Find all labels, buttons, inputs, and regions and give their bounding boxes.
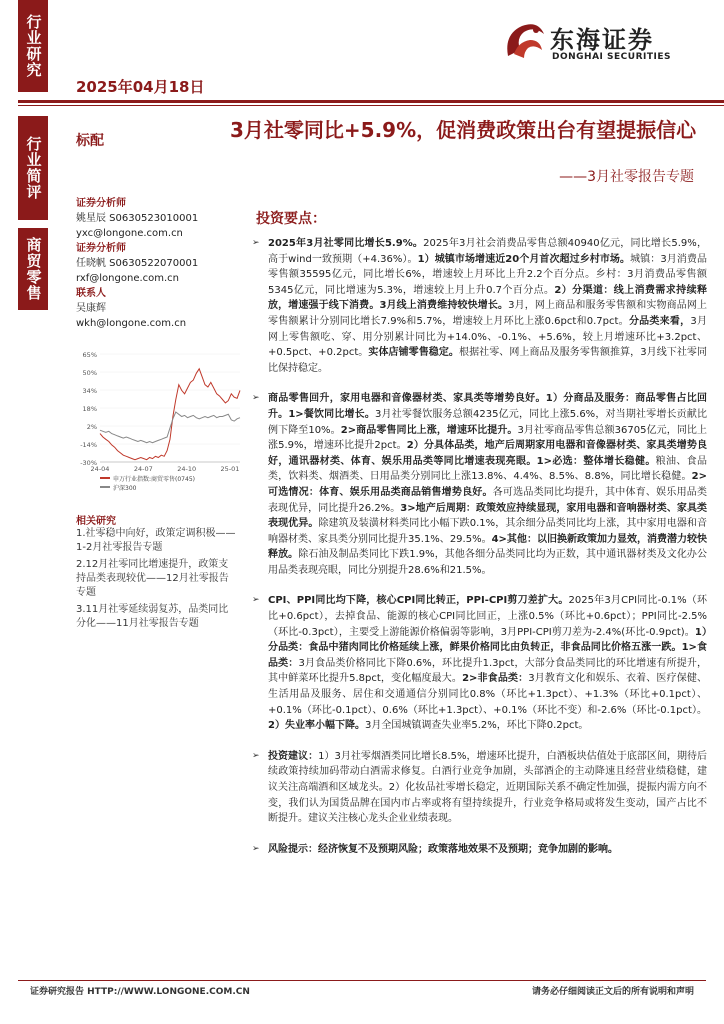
report-date: 2025年04月18日 [76, 78, 205, 96]
bullet-risk: ➢ 风险提示：经济恢复不及预期风险；政策落地效果不及预期；竞争加剧的影响。 [252, 842, 707, 858]
related-item[interactable]: 3.11月社零延续弱复苏，品类同比分化——11月社零报告专题 [76, 604, 229, 629]
bullet-retail-sales: ➢ 2025年3月社零同比增长5.9%。2025年3月社会消费品零售总额40940亿元，同比增长5.9%，高于wind一致预期（+4.36%）。1）城镇市场增速近20个月首次超过乡村市场。城镇：3月消费品零售额35595亿元，同比增长6%，增速较上月环比上升2.2个百分点。乡村：3月消费品零售额5345亿元，同比增速为5.3%，增速较上月上升0.7个百分点。2）分渠道：线上消费需求持续释放，增速强于线下消费。3月线上消费维持较快增长。3月，网上商品和服务零售额和实物商品网上零售额累计分别同比增长7.9%和5.7%，增速较上月环比上涨0.6pct和0.7pct。分品类来看，3月网上零售额吃、穿、用分别累计同比为+14.0%、-0.1%、+5.6%，较上月增速环比+3.2pct、+0.5pct、+0.2pct。实体店铺零售稳定。根据社零、网上商品及服务零售额推算，3月线下社零同比保持稳定。 [252, 236, 707, 376]
analyst-email: yxc@longone.com.cn [76, 228, 183, 239]
footer-divider [18, 980, 706, 981]
contact-email: wkh@longone.com.cn [76, 318, 187, 329]
index-performance-chart [76, 348, 246, 498]
bullet-cpi-ppi: ➢ CPI、PPI同比均下降，核心CPI同比转正，PPI-CPI剪刀差扩大。2025年3月CPI同比-0.1%（环比+0.6pct），去掉食品、能源的核心CPI同比回正，上涨0.5%（环比+0.6pct）；PPI同比-2.5%（环比-0.3pct），主要受上游能源价格偏弱等影响，3月PPI-CPI剪刀差为-2.4%(环比-0.9pct)。1）分品类：食品中猪肉同比价格延续上涨，鲜果价格同比由负转正，非食品同比价格五涨一跌。1>食品类：3月食品类价格同比下降0.6%，环比提升1.3pct，大部分食品类同比的环比增速有所提升，其中鲜菜环比提升5.8pct，变化幅度最大。2>非食品类：3月教育文化和娱乐、衣着、医疗保健、生活用品及服务、居住和交通通信分别同比0.8%（环比+1.3pct）、+1.3%（环比+0.1pct）、+0.1%（环比-0.1pct）、0.6%（环比+1.3pct）、+0.1%（环比不变）和-2.6%（环比-0.1pct）。2）失业率小幅下降。3月全国城镇调查失业率5.2%，环比下降0.2pct。 [252, 593, 707, 733]
bullet-investment-advice: ➢ 投资建议：1）3月社零烟酒类同比增长8.5%，增速环比提升，白酒板块估值处于底部区间，期待后续政策持续加码带动白酒需求修复。白酒行业竞争加剧，头部酒企的主动降速且经营业绩稳健，建议关注高端酒和区域龙头。2）化妆品社零增长稳定，近期国际关系不确定性加强，提振内需方向不变，我们认为国货品牌在国内市占率或将有望持续提升，行业竞争格局或将发生变动，国产占比不断提升。建议关注核心龙头企业业绩表现。 [252, 749, 707, 827]
series-line [100, 369, 240, 460]
y-tick-label: 18% [82, 405, 97, 413]
analyst-email: rxf@longone.com.cn [76, 273, 180, 284]
section-heading: 投资要点： [256, 211, 326, 227]
analyst-label: 证券分析师 [76, 243, 126, 254]
related-research-heading: 相关研究 [76, 516, 116, 527]
x-tick-label: 24-10 [177, 465, 197, 473]
logo-text-cn: 东海证券 [550, 26, 654, 54]
related-item[interactable]: 2.12月社零同比增速提升，政策支持品类表现较优——12月社零报告专题 [76, 559, 229, 598]
header-divider-thin [18, 105, 724, 106]
rating-label: 标配 [76, 133, 104, 149]
contact-name: 吴康辉 [76, 303, 106, 314]
x-tick-label: 24-04 [90, 465, 110, 473]
footer-disclaimer: 请务必仔细阅读正文后的所有说明和声明 [531, 987, 694, 997]
contact-label: 联系人 [76, 288, 106, 299]
y-tick-label: 50% [82, 369, 97, 377]
report-title: 3月社零同比+5.9%，促消费政策出台有望提振信心 [230, 118, 697, 142]
x-tick-label: 25-01 [220, 465, 240, 473]
y-tick-label: -14% [80, 441, 97, 449]
legend-label: 沪深300 [113, 485, 137, 492]
donghai-logo-icon [498, 14, 550, 66]
header-divider [18, 100, 724, 103]
sidebar-tab-report-type: 行业简评 [18, 116, 48, 220]
y-tick-label: -30% [80, 459, 97, 467]
y-tick-label: 2% [86, 423, 97, 431]
y-tick-label: 34% [82, 387, 97, 395]
sidebar-tab-category: 行业研究 [18, 0, 48, 92]
analyst-label: 证券分析师 [76, 198, 126, 209]
related-research-list [76, 527, 236, 634]
bullet-goods-retail: ➢ 商品零售回升，家用电器和音像器材类、家具类等增势良好。1）分商品及服务：商品零售占比回升。1>餐饮同比增长。3月社零餐饮服务总额4235亿元，同比上涨5.6%，对当期社零增长贡献比例下降至10%。2>商品零售同比上涨，增速环比提升。3月社零商品零售总额36705亿元，同比上涨5.9%，增速环比提升2pct。2）分具体品类，地产后周期家用电器和音像器材类、家具类增势良好，通讯器材类、体育、娱乐用品类等同比增速表现亮眼。1>必选：整体增长稳健。粮油、食品类，饮料类、烟酒类、日用品类分别同比上涨13.8%、4.4%、8.5%、8.8%，同比增长稳健。2>可选情况：体育、娱乐用品类商品销售增势良好。各可选品类同比均提升，其中体育、娱乐用品类表现优异，同比提升26.2%。3>地产后周期：政策效应持续显现，家用电器和音响器材类、家具类表现优异。除建筑及装潢材料类同比小幅下跌0.1%，其余细分品类同比均上涨，其中家用电器和音响器材类、家具类分别同比提升35.1%、29.5%。4>其他：以旧换新政策加力显效，消费潜力较快释放。除石油及制品类同比下跌1.9%，其他各细分品类同比均为正数，其中通讯器材类及文化办公用品类表现亮眼，同比分别提升28.6%和21.5%。 [252, 391, 707, 578]
x-tick-label: 24-07 [133, 465, 153, 473]
analyst-block [76, 196, 198, 331]
analyst-name: 姚星辰 S0630523010001 [76, 213, 199, 224]
legend-label: 申万行业指数:商贸零售(0745) [113, 476, 195, 483]
report-subtitle: ——3月社零报告专题 [559, 169, 694, 185]
sidebar-tab-industry: 商贸零售 [18, 228, 48, 310]
y-tick-label: 65% [82, 351, 97, 359]
related-item[interactable]: 1.社零稳中向好，政策定调积极——1-2月社零报告专题 [76, 528, 236, 553]
footer-left: 证券研究报告 HTTP://WWW.LONGONE.COM.CN [30, 987, 250, 997]
investment-highlights [252, 236, 707, 872]
analyst-name: 任晓帆 S0630522070001 [76, 258, 199, 269]
logo-text-en: DONGHAI SECURITIES [552, 52, 671, 62]
